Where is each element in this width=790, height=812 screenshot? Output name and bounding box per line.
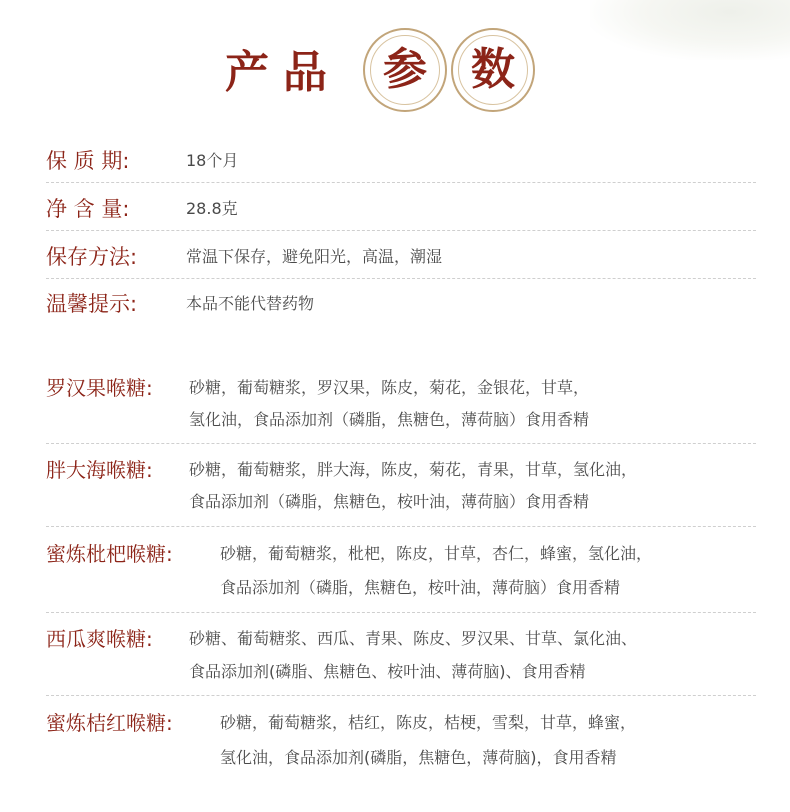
divider bbox=[46, 443, 756, 444]
spec-value: 18个月 bbox=[186, 151, 239, 170]
title-char: 数 bbox=[471, 44, 515, 95]
ingredient-block bbox=[46, 539, 756, 601]
ingredient-block bbox=[46, 373, 756, 435]
ingredient-line: 食品添加剂（磷脂，焦糖色，桉叶油，薄荷脑）食用香精 bbox=[220, 578, 621, 597]
divider bbox=[46, 182, 756, 183]
divider bbox=[46, 278, 756, 279]
ingredient-label: 胖大海喉糖: bbox=[46, 458, 153, 482]
spec-value: 28.8克 bbox=[186, 199, 238, 218]
title-char: 参 bbox=[383, 44, 427, 95]
spec-row bbox=[46, 146, 756, 180]
ingredient-block bbox=[46, 455, 756, 517]
spec-label: 保存方法: bbox=[46, 245, 138, 269]
background-wash bbox=[590, 0, 790, 60]
ingredient-line: 氢化油，食品添加剂(磷脂，焦糖色，薄荷脑)，食用香精 bbox=[220, 748, 617, 767]
divider bbox=[46, 695, 756, 696]
title-char: 产 bbox=[225, 47, 269, 98]
ingredient-label: 蜜炼桔红喉糖: bbox=[46, 711, 173, 735]
divider bbox=[46, 526, 756, 527]
spec-value: 本品不能代替药物 bbox=[186, 294, 315, 313]
spec-row bbox=[46, 289, 756, 323]
spec-row bbox=[46, 242, 756, 276]
ingredient-block bbox=[46, 624, 756, 686]
ingredient-line: 砂糖、葡萄糖浆、西瓜、青果、陈皮、罗汉果、甘草、氯化油、 bbox=[189, 629, 638, 648]
spec-value: 常温下保存，避免阳光，高温，潮湿 bbox=[186, 247, 443, 266]
ingredient-line: 食品添加剂(磷脂、焦糖色、桉叶油、薄荷脑)、食用香精 bbox=[189, 662, 586, 681]
ingredient-block bbox=[46, 708, 756, 770]
spec-row bbox=[46, 194, 756, 228]
title-seal-circle bbox=[363, 28, 447, 112]
ingredient-label: 罗汉果喉糖: bbox=[46, 376, 153, 400]
spec-label: 保 质 期: bbox=[46, 149, 130, 173]
ingredient-line: 氢化油，食品添加剂（磷脂，焦糖色，薄荷脑）食用香精 bbox=[189, 410, 590, 429]
ingredient-label: 西瓜爽喉糖: bbox=[46, 627, 153, 651]
page-title bbox=[225, 28, 545, 118]
spec-label: 温馨提示: bbox=[46, 292, 138, 316]
divider bbox=[46, 612, 756, 613]
ingredient-line: 砂糖，葡萄糖浆，罗汉果，陈皮，菊花，金银花，甘草， bbox=[189, 378, 590, 397]
title-seal-circle bbox=[451, 28, 535, 112]
title-char: 品 bbox=[283, 47, 327, 98]
divider bbox=[46, 230, 756, 231]
ingredient-line: 砂糖，葡萄糖浆，胖大海，陈皮，菊花，青果，甘草，氢化油， bbox=[189, 460, 638, 479]
ingredient-line: 食品添加剂（磷脂，焦糖色，桉叶油，薄荷脑）食用香精 bbox=[189, 492, 590, 511]
spec-label: 净 含 量: bbox=[46, 197, 130, 221]
ingredient-label: 蜜炼枇杷喉糖: bbox=[46, 542, 173, 566]
ingredient-line: 砂糖，葡萄糖浆，桔红，陈皮，桔梗，雪梨，甘草，蜂蜜， bbox=[220, 713, 637, 732]
ingredient-line: 砂糖，葡萄糖浆，枇杷，陈皮，甘草，杏仁，蜂蜜，氢化油， bbox=[220, 544, 653, 563]
